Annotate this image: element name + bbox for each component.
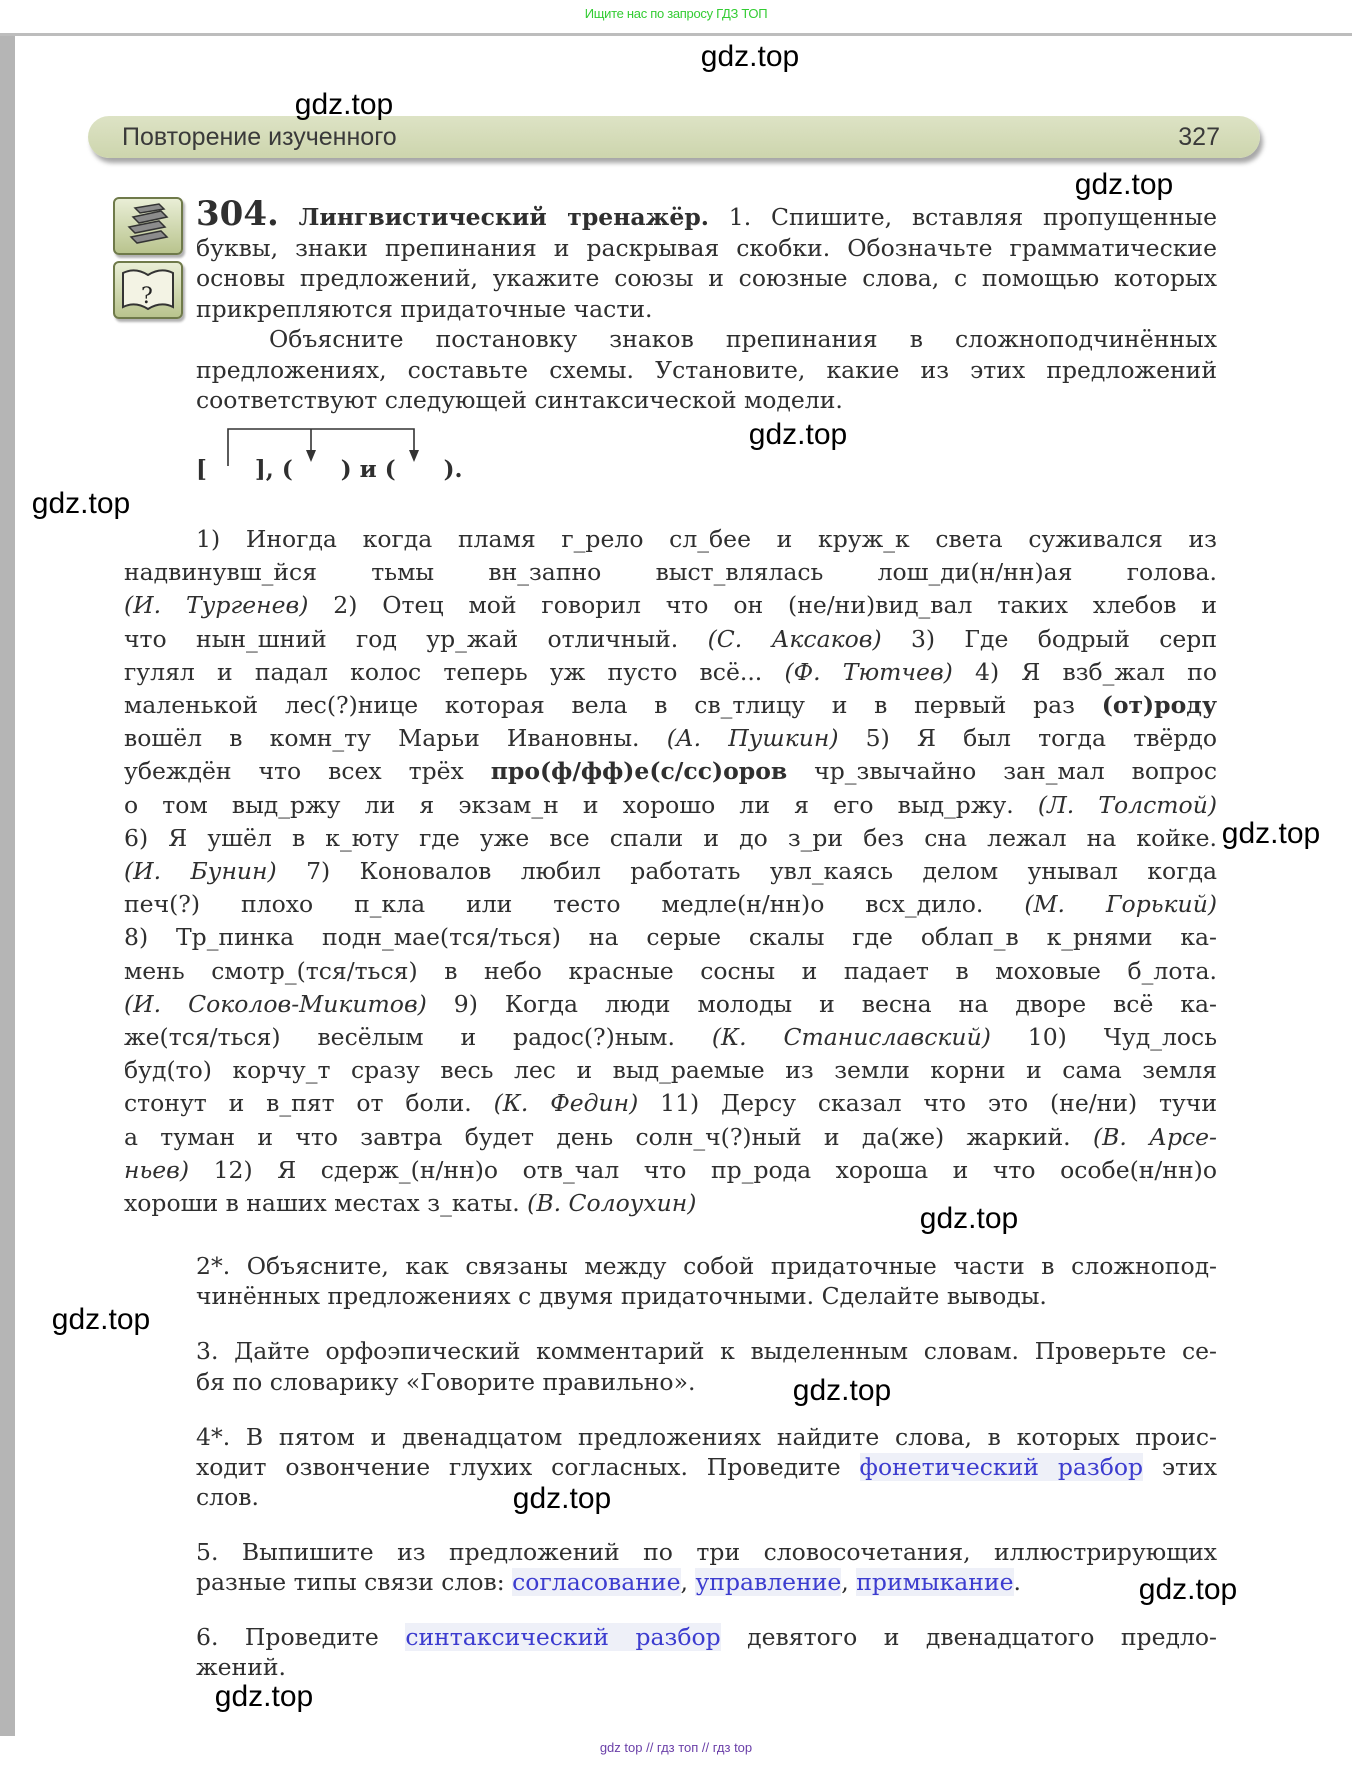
text: а туман и что завтра будет день солн_ч(?)ный и да(же) жаркий. [124, 1122, 1093, 1151]
text: прикрепляются придаточные части. [196, 295, 653, 323]
highlighted-word: Лингвистический тренажёр. [298, 203, 709, 231]
section-header-band [88, 116, 1260, 158]
text-line [124, 588, 1217, 622]
text: ходит озвончение глухих согласных. Проведите [196, 1453, 860, 1481]
text-line [124, 1053, 1217, 1087]
text: , [841, 1568, 857, 1596]
text: печ(?) плохо п_кла или тесто медле(н/нн)о всх_дило. [124, 890, 1025, 919]
page-left-edge [0, 36, 15, 1736]
text: маленькой лес(?)нице которая вела в св_тлицу и в первый раз [124, 691, 1102, 719]
highlighted-word: про(ф/фф)е(с/сс)оров [490, 757, 788, 786]
author-citation: (И. Соколов-Микитов) [124, 989, 427, 1018]
text-line [196, 1334, 1217, 1368]
text-line [124, 655, 1217, 689]
books-icon [113, 197, 183, 255]
term-link[interactable]: примыкание [856, 1568, 1014, 1596]
watermark-text: gdz.top [51, 1303, 151, 1336]
text-line [124, 788, 1217, 822]
text: слов. [196, 1483, 259, 1511]
text-line [196, 1365, 1217, 1399]
text-line [124, 688, 1217, 722]
footer-links: gdz top // гдз топ // гдз top [599, 1740, 753, 1755]
watermark-text: gdz.top [1138, 1573, 1238, 1606]
text: 4) Я взб_жал по [952, 657, 1217, 686]
text-line [269, 322, 1217, 356]
text: 1) Иногда когда пламя г_рело сл_бее и круж_к света суживался из [196, 525, 1217, 553]
text-line [196, 261, 1217, 295]
text-line [124, 1120, 1217, 1154]
text: 2*. Объясните, как связаны между собой придаточные части в сложнопод- [196, 1252, 1217, 1280]
text: 3. Дайте орфоэпический комментарий к выделенным словам. Проверьте се- [196, 1337, 1217, 1365]
question-book-icon [113, 261, 183, 319]
watermark-text: gdz.top [1221, 817, 1321, 850]
text: 11) Дерсу сказал что это (не/ни) тучи [638, 1089, 1217, 1118]
text: предложениях, составьте схемы. Установите, какие из этих предложений [196, 356, 1217, 384]
highlighted-word: (от)роду [1101, 691, 1217, 719]
author-citation: (М. Горький) [1024, 890, 1217, 919]
text [279, 203, 299, 231]
author-citation: (С. Аксаков) [707, 624, 882, 653]
text: основы предложений, укажите союзы и союзные слова, с помощью которых [196, 264, 1217, 292]
page-number: 327 [1178, 123, 1220, 151]
text-line [196, 292, 1217, 326]
text: этих [1143, 1453, 1218, 1481]
watermark-text: gdz.top [512, 1482, 612, 1515]
text-line [196, 194, 1217, 234]
text: чр_звычайно зан_мал вопрос [787, 757, 1217, 786]
author-citation: (А. Пушкин) [666, 724, 839, 753]
author-citation: ньев) [124, 1155, 190, 1184]
text: 6. Проведите [196, 1623, 406, 1651]
text: 10) Чуд_лось [990, 1023, 1217, 1051]
text: 7) Коновалов любил работать увл_каясь делом унывал когда [276, 857, 1217, 885]
text-line [196, 1279, 1217, 1313]
watermark-text: gdz.top [1074, 168, 1174, 201]
text: 5. Выпишите из предложений по три словосочетания, иллюстрирующих [196, 1538, 1217, 1566]
text: чинённых предложениях с двумя придаточными. Сделайте выводы. [196, 1282, 1047, 1310]
text: жений. [196, 1653, 286, 1681]
watermark-text: gdz.top [792, 1374, 892, 1407]
text-line [196, 353, 1217, 387]
author-citation: (В. Солоухин) [527, 1189, 697, 1217]
text: буквы, знаки препинания и раскрывая скобки. Обозначьте грамматические [196, 234, 1217, 262]
author-citation: (В. Арсе- [1092, 1122, 1218, 1151]
watermark-text: gdz.top [31, 487, 131, 520]
text: стонут и в_пят от боли. [124, 1089, 494, 1118]
text-line [196, 231, 1217, 265]
text-line [196, 1650, 1217, 1684]
watermark-text: gdz.top [294, 88, 394, 121]
text-line [124, 622, 1217, 656]
text-line [196, 1450, 1217, 1484]
term-link[interactable]: синтаксический разбор [405, 1623, 721, 1651]
text-line [124, 1086, 1217, 1120]
text: бя по словарику «Говорите правильно». [196, 1368, 696, 1396]
text: 2) Отец мой говорил что он (не/ни)вид_вал таких хлебов и [308, 591, 1217, 620]
text: вошёл в комн_ту Марьи Ивановны. [124, 724, 667, 753]
author-citation: (И. Тургенев) [124, 591, 309, 620]
top-search-note: Ищите нас по запросу ГДЗ ТОП [584, 6, 768, 21]
section-title: Повторение изученного [122, 123, 397, 151]
svg-text:?: ? [141, 284, 153, 309]
text-line [196, 1420, 1217, 1454]
text-line [124, 555, 1217, 589]
author-citation: (К. Станиславский) [711, 1023, 991, 1051]
watermark-text: gdz.top [214, 1680, 314, 1713]
text: разные типы связи слов: [196, 1568, 513, 1596]
text-line [124, 854, 1217, 888]
author-citation: (Ф. Тютчев) [784, 657, 953, 686]
text: что нын_шний год ур_жай отличный. [124, 624, 708, 653]
text-line [124, 754, 1217, 788]
text: . [1013, 1568, 1022, 1596]
text: буд(то) корчу_т сразу весь лес и выд_раемые из земли корни и сама земля [124, 1056, 1217, 1085]
text-line [124, 1186, 1217, 1220]
text-line [124, 954, 1217, 988]
text: 8) Тр_пинка подн_мае(тся/ться) на серые скалы где облап_в к_рнями ка- [124, 923, 1217, 952]
text-line [196, 1565, 1217, 1599]
term-link[interactable]: управление [695, 1568, 842, 1596]
text-line [124, 1020, 1217, 1054]
exercise-number: 304. [196, 194, 279, 234]
term-link[interactable]: фонетический разбор [859, 1453, 1144, 1481]
text-line [124, 920, 1217, 954]
text: 6) Я ушёл в к_юту где уже все спали и до з_ри без сна лежал на койке. [124, 823, 1217, 852]
text: надвинувш_йся тьмы вн_запно выст_влялась лош_ди(н/нн)ая голова. [124, 558, 1217, 587]
text-line [196, 383, 1217, 417]
top-divider [0, 33, 1352, 36]
text: мень смотр_(тся/ться) в небо красные сосны и падает в моховые б_лота. [124, 956, 1217, 985]
text-line [124, 721, 1217, 755]
text: 3) Где бодрый серп [881, 624, 1217, 653]
text: Объясните постановку знаков препинания в сложноподчинённых [269, 325, 1217, 353]
text-line [124, 987, 1217, 1021]
text-line [124, 887, 1217, 921]
text: соответствуют следующей синтаксической модели. [196, 386, 843, 414]
watermark-text: gdz.top [919, 1202, 1019, 1235]
text: , [680, 1568, 696, 1596]
text: убеждён что всех трёх [124, 757, 491, 786]
watermark-text: gdz.top [748, 418, 848, 451]
text: 4*. В пятом и двенадцатом предложениях найдите слова, в которых проис- [196, 1423, 1217, 1451]
text-line [196, 522, 1217, 556]
term-link[interactable]: согласование [512, 1568, 681, 1596]
text-line [196, 1480, 1217, 1514]
text: же(тся/ться) весёлым и радос(?)ным. [124, 1023, 712, 1051]
text-line [196, 1535, 1217, 1569]
watermark-text: gdz.top [700, 40, 800, 73]
text-line [124, 821, 1217, 855]
text: девятого и двенадцатого предло- [720, 1623, 1217, 1651]
text: 5) Я был тогда твёрдо [838, 724, 1217, 753]
text: о том выд_ржу ли я экзам_н и хорошо ли я его выд_ржу. [124, 790, 1038, 819]
text: 1. Спишите, вставляя пропущенные [708, 203, 1217, 231]
syntax-model-formula: [ ], ( ) и ( ). [196, 456, 463, 483]
text: гулял и падал колос теперь уж пусто всё... [124, 657, 785, 686]
author-citation: (И. Бунин) [124, 857, 277, 885]
author-citation: (К. Федин) [493, 1089, 639, 1118]
text: хороши в наших местах з_каты. [124, 1189, 528, 1217]
text: 12) Я сдерж_(н/нн)о отв_чал что пр_рода хороша и что особе(н/нн)о [189, 1155, 1217, 1184]
text-line [124, 1153, 1217, 1187]
author-citation: (Л. Толстой) [1037, 790, 1217, 819]
text-line [196, 1620, 1217, 1654]
text-line [196, 1249, 1217, 1283]
text: 9) Когда люди молоды и весна на дворе всё ка- [426, 989, 1217, 1018]
